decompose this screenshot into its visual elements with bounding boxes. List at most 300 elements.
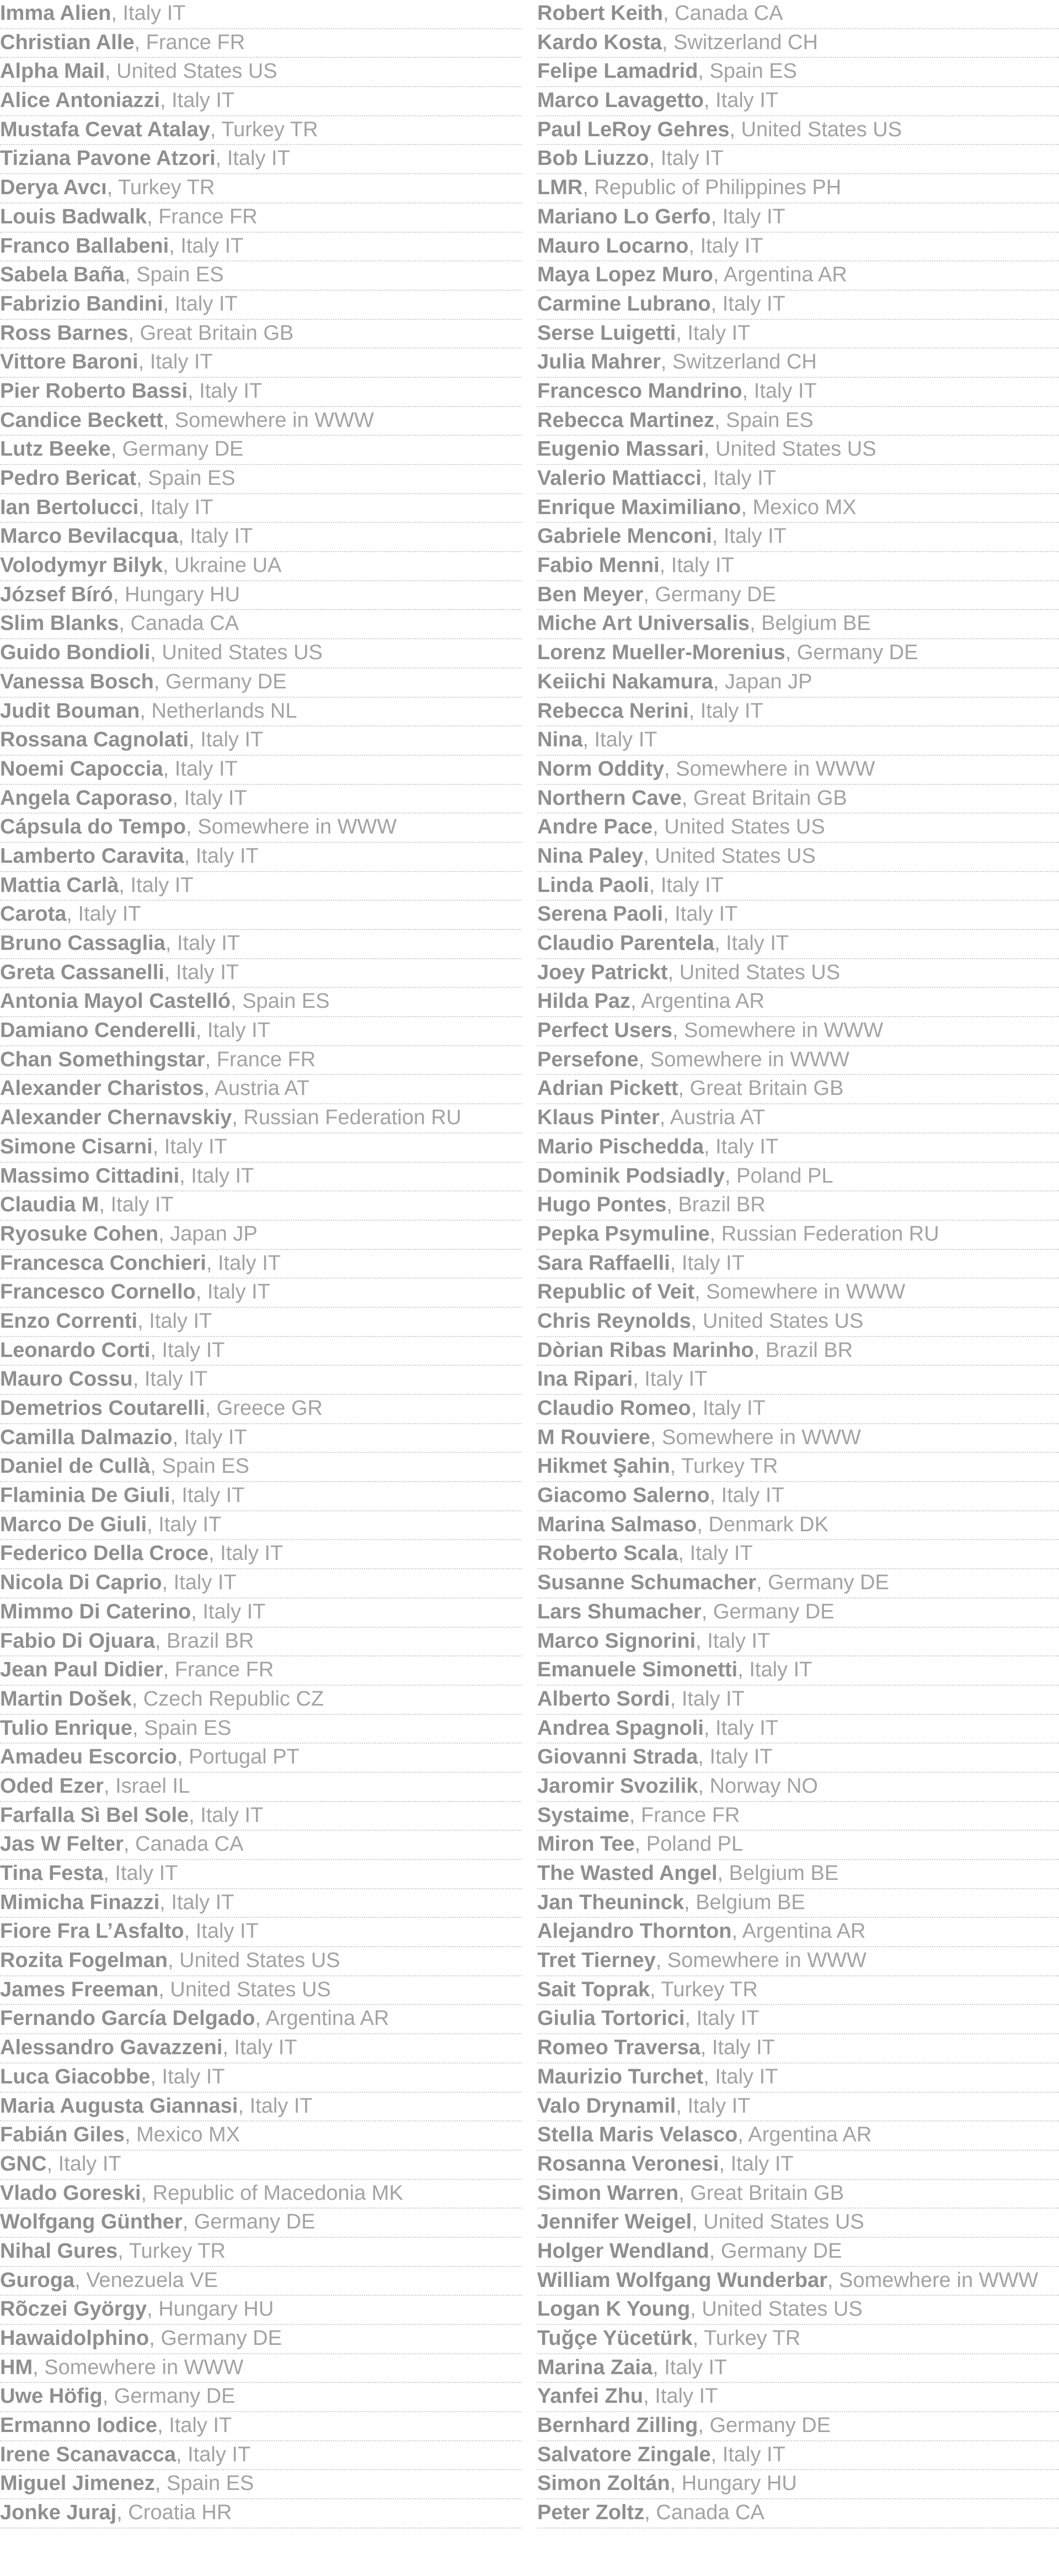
contributor-row [0, 2064, 522, 2093]
contributor-location: Spain ES [709, 60, 797, 83]
name-separator: , [163, 1658, 175, 1682]
contributor-location: Italy IT [199, 379, 263, 403]
name-separator: , [729, 117, 741, 141]
name-separator: , [147, 1513, 159, 1536]
contributor-location: Germany DE [122, 437, 244, 461]
name-separator: , [582, 728, 595, 752]
contributor-name: Roberto Scala [537, 1542, 678, 1565]
name-separator: , [210, 117, 222, 141]
contributor-name: Miguel Jimenez [0, 2472, 155, 2495]
contributor-row [537, 174, 1059, 204]
contributor-row [0, 988, 522, 1017]
contributor-row [0, 2412, 522, 2441]
name-separator: , [698, 1774, 710, 1798]
contributor-row [537, 1511, 1059, 1541]
contributor-name: Maurizio Turchet [537, 2065, 704, 2088]
contributor-location: Germany DE [165, 670, 287, 693]
contributor-row [537, 261, 1059, 291]
name-separator: , [753, 1338, 766, 1362]
contributor-row [537, 1395, 1059, 1424]
name-separator: , [666, 1193, 678, 1217]
contributor-location: Ukraine UA [174, 554, 282, 578]
contributor-row [537, 610, 1059, 639]
contributor-row [537, 1221, 1059, 1250]
contributor-name: Rozita Fogelman [0, 1949, 168, 1973]
contributor-location: Hungary HU [158, 2297, 274, 2321]
contributor-name: Farfalla Sì Bel Sole [0, 1803, 189, 1827]
name-separator: , [172, 1425, 184, 1449]
contributor-row [0, 1366, 522, 1395]
contributor-location: Italy IT [171, 1890, 234, 1914]
contributor-row [537, 1191, 1059, 1221]
contributor-location: Norway NO [709, 1774, 818, 1798]
name-separator: , [709, 1484, 721, 1508]
contributor-location: Italy IT [173, 1571, 237, 1595]
contributor-row [537, 756, 1059, 785]
name-separator: , [701, 1600, 713, 1623]
contributor-row [537, 1046, 1059, 1076]
name-separator: , [737, 1658, 750, 1682]
contributor-row [0, 2238, 522, 2267]
contributor-location: Italy IT [721, 1484, 784, 1508]
contributor-location: Brazil BR [166, 1629, 254, 1653]
name-separator: , [117, 2239, 129, 2263]
name-separator: , [714, 408, 726, 432]
contributor-name: Chan Somethingstar [0, 1047, 205, 1071]
contributor-name: Bruno Cassaglia [0, 932, 165, 955]
name-separator: , [232, 1106, 244, 1130]
contributor-name: Lars Shumacher [537, 1600, 702, 1623]
contributor-row [537, 669, 1059, 698]
contributor-location: Italy IT [162, 2065, 225, 2088]
contributor-name: Sara Raffaelli [537, 1251, 670, 1275]
contributor-row [0, 1976, 522, 2006]
contributor-row [0, 1279, 522, 1308]
contributor-name: Vlado Goreski [0, 2181, 141, 2205]
contributor-location: Belgium BE [696, 1890, 805, 1914]
contributor-row [0, 1889, 522, 1918]
contributor-name: Andrea Spagnoli [537, 1716, 704, 1740]
contributor-name: Yanfei Zhu [537, 2385, 644, 2408]
contributor-row [537, 639, 1059, 669]
name-separator: , [113, 582, 125, 606]
name-separator: , [664, 757, 676, 781]
name-separator: , [670, 1251, 682, 1275]
name-separator: , [582, 176, 595, 200]
contributor-location: Italy IT [164, 1135, 227, 1158]
contributor-row [0, 261, 522, 291]
contributor-name: Derya Avcı [0, 176, 107, 200]
contributor-name: Serena Paoli [537, 902, 664, 926]
contributor-name: Louis Badwalk [0, 205, 147, 228]
name-separator: , [205, 1047, 217, 1071]
contributor-location: Switzerland CH [673, 30, 818, 54]
contributor-location: Argentina AR [265, 2007, 389, 2030]
contributor-location: Great Britain GB [140, 321, 294, 345]
contributor-row [537, 552, 1059, 581]
contributor-name: Alpha Mail [0, 60, 105, 83]
contributor-row [537, 2325, 1059, 2354]
contributor-name: Salvatore Zingale [537, 2443, 711, 2466]
name-separator: , [676, 321, 688, 345]
name-separator: , [150, 641, 162, 665]
contributor-location: Italy IT [115, 1862, 178, 1885]
contributor-name: Peter Zoltz [537, 2501, 645, 2525]
name-separator: , [713, 263, 724, 287]
contributor-row [537, 1075, 1059, 1104]
contributor-name: Jan Theuninck [537, 1890, 684, 1914]
contributor-row [537, 872, 1059, 901]
contributor-name: Lutz Beeke [0, 437, 111, 461]
contributor-row [537, 988, 1059, 1017]
name-separator: , [255, 2007, 266, 2030]
contributor-row [0, 1715, 522, 1744]
contributor-name: Maya Lopez Muro [537, 263, 713, 287]
contributor-row [0, 1424, 522, 1453]
name-separator: , [66, 902, 78, 926]
contributor-row [0, 2034, 522, 2064]
name-separator: , [195, 1280, 207, 1304]
contributor-row [0, 901, 522, 930]
contributor-name: Hugo Pontes [537, 1193, 667, 1217]
contributor-location: Italy IT [181, 1484, 245, 1508]
name-separator: , [643, 844, 655, 868]
name-separator: , [186, 815, 198, 839]
name-separator: , [681, 786, 693, 810]
contributor-row [537, 523, 1059, 552]
name-separator: , [714, 932, 726, 955]
contributor-row [537, 1250, 1059, 1279]
name-separator: , [684, 1890, 696, 1914]
contributor-name: Francesco Cornello [0, 1280, 196, 1304]
contributor-row [0, 552, 522, 581]
contributor-location: Italy IT [730, 2152, 794, 2176]
contributor-row [537, 1482, 1059, 1511]
contributor-name: Ryosuke Cohen [0, 1222, 159, 1246]
contributor-location: Italy IT [234, 2036, 297, 2060]
contributor-location: Italy IT [687, 2094, 751, 2118]
contributor-name: Persefone [537, 1047, 639, 1071]
name-separator: , [684, 2007, 697, 2030]
contributor-location: France FR [641, 1803, 740, 1827]
contributor-location: Italy IT [709, 1745, 773, 1769]
contributor-location: Turkey TR [704, 2327, 801, 2350]
contributor-row [0, 756, 522, 785]
name-separator: , [731, 1920, 742, 1943]
contributor-name: Nicola Di Caprio [0, 1571, 162, 1595]
contributor-name: Rõczei György [0, 2297, 147, 2321]
contributor-location: Italy IT [655, 2385, 718, 2408]
contributor-row [0, 1744, 522, 1773]
name-separator: , [103, 1862, 115, 1885]
name-separator: , [132, 1367, 145, 1391]
contributor-row [0, 814, 522, 843]
contributor-row [537, 116, 1059, 146]
contributor-name: Maria Augusta Giannasi [0, 2094, 238, 2118]
name-separator: , [162, 554, 175, 578]
contributor-row [537, 1104, 1059, 1134]
contributor-row [537, 581, 1059, 611]
contributor-location: Italy IT [660, 873, 724, 897]
contributor-location: Somewhere in WWW [197, 815, 397, 839]
contributor-location: Germany DE [709, 2414, 831, 2438]
name-separator: , [138, 495, 151, 519]
contributor-name: Norm Oddity [537, 757, 665, 781]
contributor-row [537, 1337, 1059, 1366]
contributor-location: Switzerland CH [672, 350, 817, 374]
contributor-location: Italy IT [149, 350, 213, 374]
contributor-location: United States US [162, 641, 323, 665]
contributor-row [0, 2209, 522, 2238]
name-separator: , [737, 2123, 748, 2147]
contributor-row [0, 145, 522, 174]
contributor-name: Pepka Psymuline [537, 1222, 710, 1246]
contributor-location: Italy IT [671, 554, 734, 578]
contributor-name: Simone Cisarni [0, 1135, 153, 1158]
contributor-location: Spain ES [162, 1455, 249, 1478]
name-separator: , [710, 205, 723, 228]
contributor-location: Italy IT [190, 525, 253, 548]
name-separator: , [694, 1280, 707, 1304]
contributor-name: Rebecca Martinez [537, 408, 715, 432]
contributor-location: United States US [702, 1309, 864, 1333]
contributor-location: Brazil BR [765, 1338, 853, 1362]
contributor-name: Fabio Di Ojuara [0, 1629, 155, 1653]
contributor-location: Belgium BE [761, 612, 871, 635]
contributor-name: Klaus Pinter [537, 1106, 660, 1130]
contributor-row [537, 930, 1059, 959]
contributor-location: Italy IT [200, 1803, 264, 1827]
contributor-location: Israel IL [115, 1774, 190, 1798]
name-separator: , [179, 1164, 191, 1188]
contributor-location: Argentina AR [742, 1920, 866, 1943]
name-separator: , [785, 641, 797, 665]
name-separator: , [692, 2327, 704, 2350]
contributor-name: Bernhard Zilling [537, 2414, 698, 2438]
contributor-row [0, 2093, 522, 2122]
contributor-name: Ian Bertolucci [0, 495, 139, 519]
contributor-location: Italy IT [217, 1251, 281, 1275]
name-separator: , [222, 2036, 234, 2060]
contributor-name: Greta Cassanelli [0, 960, 164, 984]
name-separator: , [128, 321, 140, 345]
contributor-name: Adrian Pickett [537, 1077, 678, 1100]
name-separator: , [147, 2297, 159, 2321]
name-separator: , [698, 1745, 710, 1769]
contributor-row [537, 494, 1059, 523]
contributor-location: Italy IT [681, 1687, 745, 1711]
name-separator: , [659, 1106, 670, 1130]
contributor-location: Canada CA [130, 612, 239, 635]
contributor-row [0, 1773, 522, 1802]
contributor-name: Systaime [537, 1803, 629, 1827]
name-separator: , [195, 1019, 207, 1043]
name-separator: , [131, 1687, 143, 1711]
contributor-row [0, 1628, 522, 1657]
contributor-row [537, 465, 1059, 494]
contributor-row [0, 1163, 522, 1192]
name-separator: , [649, 147, 661, 170]
contributor-location: Italy IT [207, 1280, 270, 1304]
contributor-row [537, 1686, 1059, 1715]
contributor-name: Bob Liuzzo [537, 147, 649, 170]
contributor-name: LMR [537, 176, 583, 200]
contributor-name: Wolfgang Günther [0, 2210, 183, 2234]
contributor-name: Marina Salmaso [537, 1513, 697, 1536]
contributor-name: Slim Blanks [0, 612, 119, 635]
contributor-name: Martin Došek [0, 1687, 132, 1711]
name-separator: , [182, 2210, 194, 2234]
contributor-location: Czech Republic CZ [143, 1687, 324, 1711]
contributor-name: Nihal Gures [0, 2239, 118, 2263]
contributor-name: Fabrizio Bandini [0, 292, 163, 316]
name-separator: , [134, 30, 146, 54]
contributor-row [0, 2180, 522, 2209]
contributor-location: Italy IT [249, 2094, 313, 2118]
contributor-location: Turkey TR [681, 1455, 778, 1478]
name-separator: , [676, 2094, 688, 2118]
contributor-row [0, 2470, 522, 2499]
contributor-location: Italy IT [200, 728, 264, 752]
contributor-row [0, 2121, 522, 2151]
contributor-name: Mimicha Finazzi [0, 1890, 160, 1914]
contributor-row [537, 726, 1059, 756]
contributor-name: Marco Signorini [537, 1629, 696, 1653]
contributor-row [537, 959, 1059, 988]
contributor-row [0, 0, 522, 29]
contributor-location: Somewhere in WWW [661, 1425, 862, 1449]
contributor-name: Franco Ballabeni [0, 234, 169, 258]
contributor-row [0, 29, 522, 58]
contributor-location: Mexico MX [136, 2123, 240, 2147]
name-separator: , [149, 2327, 161, 2350]
contributor-location: Italy IT [713, 467, 776, 490]
name-separator: , [698, 60, 710, 83]
contributor-row [537, 1134, 1059, 1163]
contributor-row [0, 1395, 522, 1424]
contributor-name: Christian Alle [0, 30, 135, 54]
contributor-name: Fabio Menni [537, 554, 660, 578]
contributor-location: Turkey TR [661, 1978, 758, 2001]
name-separator: , [678, 1542, 690, 1565]
name-separator: , [111, 2, 123, 25]
contributor-row [0, 843, 522, 872]
contributor-name: Giovanni Strada [537, 1745, 698, 1769]
contributor-row [0, 1569, 522, 1599]
contributor-row [537, 204, 1059, 233]
contributor-location: Great Britain GB [693, 786, 847, 810]
contributor-name: Ina Ripari [537, 1367, 633, 1391]
name-separator: , [667, 960, 680, 984]
name-separator: , [33, 2355, 45, 2379]
contributor-name: Guroga [0, 2268, 75, 2292]
contributor-row [537, 785, 1059, 814]
contributor-location: Italy IT [174, 292, 238, 316]
contributor-row [537, 320, 1059, 349]
contributor-location: Italy IT [195, 1920, 259, 1943]
contributor-row [0, 2499, 522, 2529]
contributor-name: James Freeman [0, 1978, 159, 2001]
name-separator: , [165, 932, 177, 955]
name-separator: , [116, 2501, 129, 2525]
contributor-row [0, 726, 522, 756]
contributor-row [0, 523, 522, 552]
name-separator: , [204, 1077, 215, 1100]
contributor-row [0, 233, 522, 262]
contributor-row [0, 2296, 522, 2325]
contributor-location: United States US [715, 437, 876, 461]
name-separator: , [643, 2385, 655, 2408]
contributor-location: Italy IT [722, 2443, 785, 2466]
contributor-row [0, 1656, 522, 1686]
contributor-location: Italy IT [689, 1542, 753, 1565]
contributor-location: Italy IT [158, 1513, 222, 1536]
contributor-name: Chris Reynolds [537, 1309, 691, 1333]
contributor-location: Italy IT [712, 2036, 775, 2060]
contributor-name: Pedro Bericat [0, 467, 137, 490]
contributor-name: Serse Luigetti [537, 321, 676, 345]
contributor-location: Italy IT [184, 1425, 247, 1449]
name-separator: , [170, 1484, 182, 1508]
contributor-location: Italy IT [702, 1397, 766, 1420]
contributor-row [0, 581, 522, 611]
contributor-location: Italy IT [149, 1309, 212, 1333]
contributor-row [0, 698, 522, 727]
contributor-name: Andre Pace [537, 815, 653, 839]
contributor-location: Belgium BE [729, 1862, 839, 1885]
contributor-row [0, 378, 522, 407]
contributor-name: Kardo Kosta [537, 30, 662, 54]
contributor-row [537, 2034, 1059, 2064]
contributor-name: Valerio Mattiacci [537, 467, 702, 490]
contributor-row [537, 1947, 1059, 1976]
contributor-row [0, 1599, 522, 1628]
name-separator: , [150, 1338, 162, 1362]
contributor-name: Mimmo Di Caterino [0, 1600, 191, 1623]
contributor-location: Great Britain GB [690, 2181, 844, 2205]
contributor-name: Giulia Tortorici [537, 2007, 685, 2030]
contributor-name: Ben Meyer [537, 582, 644, 606]
contributor-name: Federico Della Croce [0, 1542, 209, 1565]
name-separator: , [159, 1890, 172, 1914]
name-separator: , [691, 1309, 703, 1333]
contributor-name: Miron Tee [537, 1832, 635, 1856]
name-separator: , [827, 2268, 839, 2292]
name-separator: , [691, 1397, 703, 1420]
contributor-location: Italy IT [722, 292, 785, 316]
contributor-name: József Bíró [0, 582, 113, 606]
contributor-name: Susanne Schumacher [537, 1571, 757, 1595]
contributor-name: Marco Bevilacqua [0, 525, 179, 548]
name-separator: , [136, 467, 148, 490]
name-separator: , [184, 1920, 196, 1943]
contributor-row [537, 2209, 1059, 2238]
contributor-location: Italy IT [723, 525, 787, 548]
contributor-location: Spain ES [136, 263, 224, 287]
contributor-row [537, 1279, 1059, 1308]
contributor-row [0, 1134, 522, 1163]
name-separator: , [649, 873, 661, 897]
contributor-row [537, 843, 1059, 872]
contributor-name: Northern Cave [537, 786, 682, 810]
contributor-row [0, 436, 522, 465]
contributor-name: Uwe Höfig [0, 2385, 103, 2408]
name-separator: , [652, 815, 665, 839]
contributor-name: Carota [0, 902, 67, 926]
contributor-row [0, 1453, 522, 1482]
contributor-location: Hungary HU [681, 2472, 797, 2495]
contributor-location: Italy IT [78, 902, 141, 926]
